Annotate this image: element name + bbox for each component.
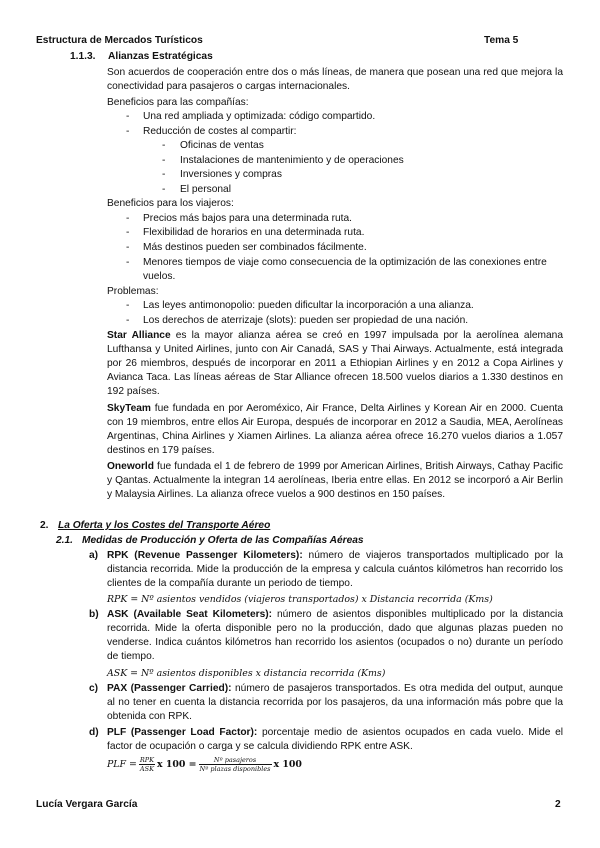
list-item: Menores tiempos de viaje como consecuencia de la optimización de las conexiones entre vuelos. — [143, 257, 547, 282]
alliance-text: es la mayor alianza aérea se creó en 1997 impulsada por la aerolínea alemana Lufthansa y United Airlines, junto con Air Canadá, SAS y Thai Airways. Actualmente, está integrada por 26 miembros, después de incorporar en 2011 a Ethiopian Airlines y en 2012 a Copa Airlines y Avianca Taca. Las líneas aéreas de Star Alliance ofrecen 18.500 vuelos diarios a 1.330 destinos en 192 países. — [107, 330, 563, 397]
page-number: 2 — [555, 799, 561, 810]
alliance-name: Star Alliance — [107, 330, 171, 341]
measure-term: ASK (Available Seat Kilometers): — [107, 609, 273, 620]
section-2-title: La Oferta y los Costes del Transporte Aéreo — [58, 520, 271, 531]
measure-letter: d) — [89, 727, 99, 738]
plf-lhs: PLF = — [107, 758, 137, 770]
rpk-formula: RPK = Nº asientos vendidos (viajeros transportados) x Distancia recorrida (Kms) — [107, 594, 493, 605]
bullet-dash: - — [126, 213, 130, 224]
ask-formula: ASK = Nº asientos disponibles x distancia recorrida (Kms) — [107, 668, 386, 679]
fraction-numerator: RPK — [139, 756, 154, 764]
plf-times: x 100 = — [157, 758, 197, 770]
plf-formula — [107, 756, 302, 773]
measure-term: PLF (Passenger Load Factor): — [107, 727, 258, 738]
traveler-benefits-heading: Beneficios para los viajeros: — [107, 198, 234, 209]
section-2-1-number: 2.1. — [56, 535, 73, 546]
bullet-dash: - — [126, 315, 130, 326]
measure-paragraph — [107, 726, 563, 754]
bullet-dash: - — [126, 257, 130, 268]
measure-term: PAX (Passenger Carried): — [107, 683, 232, 694]
plf-times: x 100 — [273, 758, 302, 770]
company-benefits-heading: Beneficios para las compañías: — [107, 97, 249, 108]
measure-text: número de asientos disponibles multiplicado por la distancia recorrida. Mide la oferta disponible pero no la producción, dado que algunas plazas pueden no venderse. Indica cuántos kilómetros han recorrido los asientos (ocupados o no) durante un período de tiempo. — [107, 609, 563, 662]
intro-paragraph: Son acuerdos de cooperación entre dos o más líneas, de manera que posean una red que mejora la conectividad para pasajeros o cargas internacionales. — [107, 67, 563, 92]
section-title: Alianzas Estratégicas — [108, 51, 213, 62]
problems-heading: Problemas: — [107, 286, 159, 297]
list-item: Inversiones y compras — [180, 169, 282, 180]
fraction-numerator: Nº pasajeros — [199, 756, 272, 765]
alliance-paragraph — [107, 402, 563, 458]
header-title: Estructura de Mercados Turísticos — [36, 35, 203, 46]
bullet-dash: - — [126, 126, 130, 137]
section-number: 1.1.3. — [70, 51, 96, 62]
bullet-dash: - — [126, 227, 130, 238]
measure-text: número de viajeros transportados multiplicado por la distancia recorrida. Mide la producción de la empresa y calcula cuántos kilómetros han recorrido los clientes de la compañía durante un periodo de tiempo. — [107, 550, 564, 589]
list-item: Precios más bajos para una determinada ruta. — [143, 213, 352, 224]
list-item: Más destinos pueden ser combinados fácilmente. — [143, 242, 367, 253]
bullet-dash: - — [162, 169, 166, 180]
fraction — [199, 756, 272, 773]
list-item: Una red ampliada y optimizada: código compartido. — [143, 111, 376, 122]
header-topic: Tema 5 — [484, 35, 519, 46]
bullet-dash: - — [126, 111, 130, 122]
fraction-denominator: ASK — [139, 765, 154, 773]
measure-paragraph — [107, 549, 563, 591]
measure-paragraph — [107, 682, 563, 724]
measure-text: número de pasajeros transportados. Es otra medida del output, aunque al no tener en cuenta la distancia recorrida por los pasajeros, da una información más pobre que la obtenida con RPK. — [107, 683, 563, 722]
list-item: Los derechos de aterrizaje (slots): pueden ser propiedad de una nación. — [143, 315, 469, 326]
alliance-text: fue fundada el 1 de febrero de 1999 por American Airlines, British Airways, Cathay Pacific y Qantas. Actualmente la integran 14 aerolíneas, Iberia entre ellas. En 2012 se incorporó a Air Berlin y Malaysia Airlines. La alianza ofrece vuelos a 900 destinos en 150 países. — [107, 461, 563, 500]
measure-letter: c) — [89, 683, 99, 694]
measure-paragraph — [107, 608, 563, 664]
section-2-1-title: Medidas de Producción y Oferta de las Compañías Aéreas — [82, 535, 364, 546]
bullet-dash: - — [162, 140, 166, 151]
list-item: Flexibilidad de horarios en una determinada ruta. — [143, 227, 365, 238]
list-item: Instalaciones de mantenimiento y de operaciones — [180, 155, 404, 166]
fraction-denominator: Nº plazas disponibles — [199, 765, 271, 773]
list-item: Las leyes antimonopolio: pueden dificultar la incorporación a una alianza. — [143, 300, 474, 311]
bullet-dash: - — [126, 300, 130, 311]
footer-author: Lucía Vergara García — [36, 799, 138, 810]
alliance-paragraph — [107, 329, 563, 399]
list-item: Oficinas de ventas — [180, 140, 264, 151]
list-item: El personal — [180, 184, 231, 195]
measure-letter: b) — [89, 609, 99, 620]
measure-letter: a) — [89, 550, 99, 561]
list-item: Reducción de costes al compartir: — [143, 126, 297, 137]
bullet-dash: - — [126, 242, 130, 253]
section-2-number: 2. — [40, 520, 49, 531]
measure-text: porcentaje medio de asientos ocupados en cada vuelo. Mide el factor de ocupación o carga y se calcula dividiendo RPK entre ASK. — [107, 727, 563, 752]
fraction — [139, 756, 155, 773]
alliance-name: Oneworld — [107, 461, 154, 472]
measure-term: RPK (Revenue Passenger Kilometers): — [107, 550, 303, 561]
alliance-name: SkyTeam — [107, 403, 151, 414]
alliance-paragraph — [107, 460, 563, 502]
bullet-dash: - — [162, 155, 166, 166]
bullet-dash: - — [162, 184, 166, 195]
alliance-text: fue fundada en por Aeroméxico, Air France, Delta Airlines y Korean Air en 2000. Cuenta con 19 miembros, entre ellos Air Europa, después de incorporar en 2012 a Saudia, MEA, Aerolíneas Argentinas, China Airlines y Xiamen Airlines. La alianza aérea ofrece 16.270 vuelos diarios a 1.057 destinos en 179 países. — [107, 403, 563, 456]
